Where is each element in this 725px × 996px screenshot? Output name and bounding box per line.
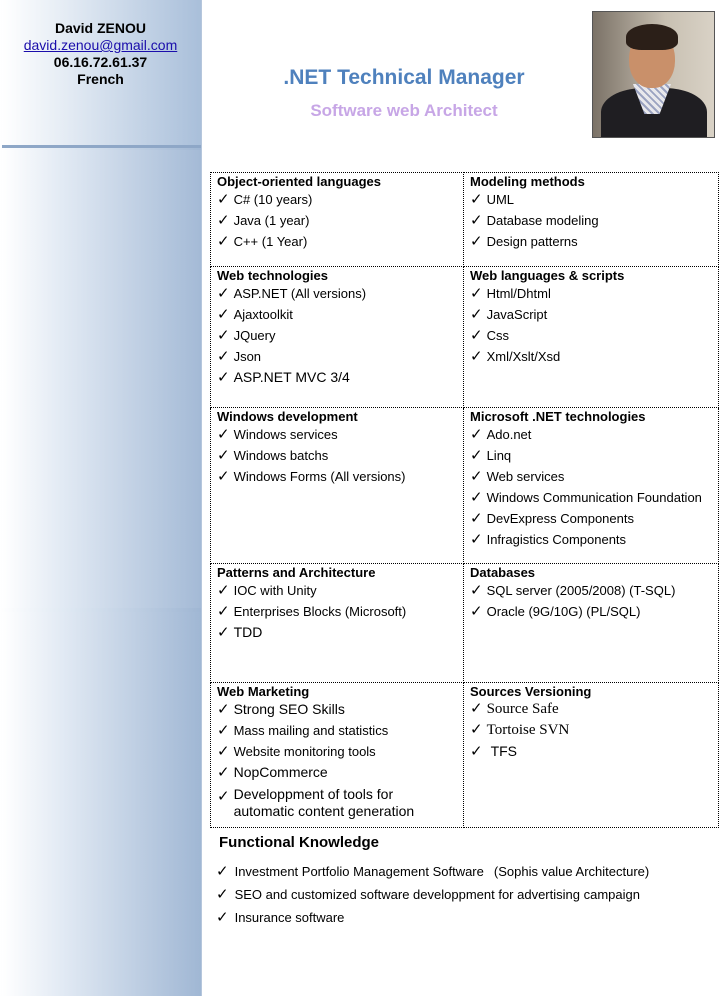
- skills-cell-modeling: [464, 173, 719, 267]
- list-item: ✓ ASP.NET (All versions): [217, 285, 367, 302]
- contact-nationality: French: [77, 71, 124, 87]
- list-item: ✓ Ajaxtoolkit: [217, 306, 293, 323]
- list-item: ✓ Html/Dhtml: [470, 285, 551, 302]
- check-icon: ✓: [470, 701, 483, 717]
- contact-name: David ZENOU: [54, 20, 146, 36]
- skills-table: [210, 172, 719, 828]
- check-icon: ✓: [217, 191, 230, 208]
- skills-cell-web-marketing: [211, 683, 464, 828]
- list-item: ✓ Java (1 year): [217, 212, 310, 229]
- list-item: ✓ Windows batchs: [217, 447, 329, 464]
- check-icon: ✓: [217, 624, 230, 641]
- check-icon: ✓: [470, 191, 483, 208]
- list-item: ✓ Database modeling: [470, 212, 599, 229]
- check-icon: ✓: [217, 426, 230, 443]
- skills-cell-sources-versioning: [464, 683, 719, 828]
- check-icon: ✓: [217, 764, 230, 781]
- cell-title: Databases: [470, 565, 536, 580]
- check-icon: ✓: [217, 722, 230, 739]
- cell-title: Web Marketing: [217, 684, 310, 699]
- check-icon: ✓: [470, 722, 483, 738]
- list-item: ✓ ASP.NET MVC 3/4: [217, 369, 350, 386]
- list-item: ✓ Web services: [470, 468, 565, 485]
- profile-photo: [592, 11, 715, 138]
- cell-title: Windows development: [217, 409, 358, 424]
- check-icon: ✓: [217, 285, 230, 302]
- contact-phone: 06.16.72.61.37: [53, 54, 148, 70]
- cell-title: Modeling methods: [470, 174, 585, 189]
- list-item: ✓ DevExpress Components: [470, 510, 634, 527]
- check-icon: ✓: [470, 447, 483, 464]
- check-icon: ✓: [217, 788, 230, 805]
- check-icon: ✓: [470, 582, 483, 599]
- list-item: ✓ Mass mailing and statistics: [217, 722, 389, 739]
- cell-title: Patterns and Architecture: [217, 565, 376, 580]
- list-item: ✓ Css: [470, 327, 509, 344]
- skills-cell-windows-development: [211, 408, 464, 564]
- list-item: ✓ NopCommerce: [217, 764, 328, 781]
- list-item: ✓ Source Safe: [470, 701, 559, 717]
- check-icon: ✓: [216, 863, 229, 880]
- check-icon: ✓: [217, 468, 230, 485]
- skills-cell-patterns: [211, 564, 464, 683]
- check-icon: ✓: [217, 327, 230, 344]
- list-item: ✓ Oracle (9G/10G) (PL/SQL): [470, 603, 641, 620]
- page-title: .NET Technical Manager: [283, 66, 525, 89]
- list-item: ✓ Ado.net: [470, 426, 532, 443]
- check-icon: ✓: [217, 701, 230, 718]
- cell-title: Web languages & scripts: [470, 268, 625, 283]
- skills-cell-web-languages: [464, 267, 719, 408]
- page-subtitle: Software web Architect: [310, 101, 498, 120]
- list-item: ✓ SQL server (2005/2008) (T-SQL): [470, 582, 676, 599]
- list-item: ✓ Windows Communication Foundation: [470, 489, 702, 506]
- check-icon: ✓: [470, 531, 483, 548]
- sidebar-mid-panel: [2, 150, 201, 608]
- check-icon: ✓: [470, 233, 483, 250]
- functional-knowledge-title: Functional Knowledge: [219, 834, 379, 851]
- check-icon: ✓: [470, 327, 483, 344]
- check-icon: ✓: [217, 369, 230, 386]
- list-item: ✓ UML: [470, 191, 515, 208]
- cell-title: Object-oriented languages: [217, 174, 381, 189]
- check-icon: ✓: [216, 886, 229, 903]
- skills-cell-web-technologies: [211, 267, 464, 408]
- contact-email-link[interactable]: david.zenou@gmail.com: [23, 37, 178, 53]
- list-item: ✓ SEO and customized software developpment for advertising campaign: [216, 886, 640, 903]
- list-item: ✓ Linq: [470, 447, 512, 464]
- check-icon: ✓: [470, 348, 483, 365]
- list-item: ✓ Investment Portfolio Management Software (Sophis value Architecture): [216, 863, 650, 880]
- list-item: ✓ Windows services: [217, 426, 338, 443]
- skills-cell-oo-languages: [211, 173, 464, 267]
- check-icon: ✓: [470, 603, 483, 620]
- list-item: ✓ TFS: [470, 743, 518, 760]
- list-item: ✓ C++ (1 Year): [217, 233, 308, 250]
- check-icon: ✓: [217, 348, 230, 365]
- check-icon: ✓: [470, 489, 483, 506]
- list-item: ✓ Design patterns: [470, 233, 578, 250]
- list-item: ✓ JQuery: [217, 327, 276, 344]
- check-icon: ✓: [470, 468, 483, 485]
- check-icon: ✓: [217, 582, 230, 599]
- cell-title: Web technologies: [217, 268, 328, 283]
- list-item: ✓ TDD: [217, 624, 263, 641]
- list-item: ✓ Developpment of tools for automatic content generation: [217, 786, 415, 819]
- check-icon: ✓: [470, 306, 483, 323]
- list-item: ✓ Website monitoring tools: [217, 743, 376, 760]
- check-icon: ✓: [470, 743, 483, 760]
- functional-knowledge-list: [216, 860, 716, 929]
- check-icon: ✓: [217, 743, 230, 760]
- list-item: ✓ Infragistics Components: [470, 531, 627, 548]
- list-item: ✓ Enterprises Blocks (Microsoft): [217, 603, 407, 620]
- check-icon: ✓: [470, 212, 483, 229]
- list-item: ✓ C# (10 years): [217, 191, 313, 208]
- check-icon: ✓: [217, 447, 230, 464]
- check-icon: ✓: [217, 212, 230, 229]
- skills-cell-ms-net: [464, 408, 719, 564]
- list-item: ✓ JavaScript: [470, 306, 548, 323]
- sidebar-low-panel: [2, 612, 201, 996]
- check-icon: ✓: [217, 306, 230, 323]
- cell-title: Sources Versioning: [470, 684, 592, 699]
- check-icon: ✓: [470, 426, 483, 443]
- cell-title: Microsoft .NET technologies: [470, 409, 646, 424]
- list-item: ✓ Insurance software: [216, 909, 345, 926]
- list-item: ✓ Windows Forms (All versions): [217, 468, 406, 485]
- list-item: ✓ IOC with Unity: [217, 582, 317, 599]
- list-item: ✓ Xml/Xslt/Xsd: [470, 348, 561, 365]
- check-icon: ✓: [216, 909, 229, 926]
- list-item: ✓ Strong SEO Skills: [217, 701, 345, 718]
- list-item: ✓ Tortoise SVN: [470, 722, 570, 738]
- check-icon: ✓: [217, 233, 230, 250]
- skills-cell-databases: [464, 564, 719, 683]
- check-icon: ✓: [470, 285, 483, 302]
- list-item: ✓ Json: [217, 348, 262, 365]
- check-icon: ✓: [470, 510, 483, 527]
- check-icon: ✓: [217, 603, 230, 620]
- contact-block: [0, 20, 201, 88]
